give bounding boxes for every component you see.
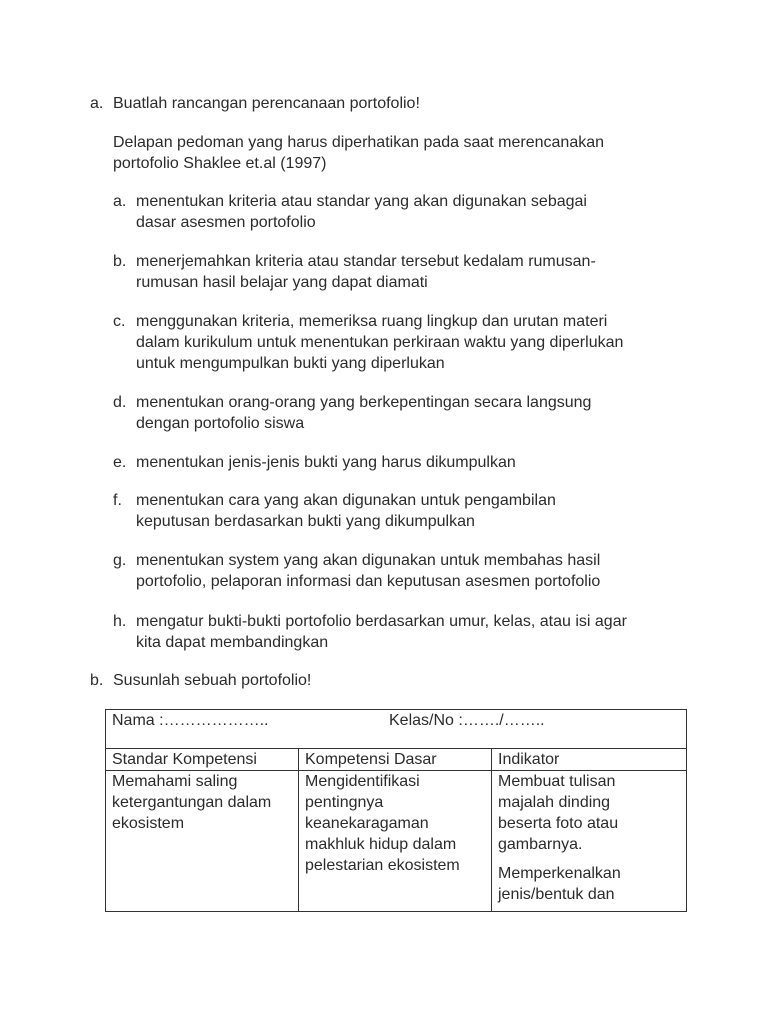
section-b-marker: b. <box>90 672 104 689</box>
table-row <box>106 771 687 912</box>
section-a-title: Buatlah rancangan perencanaan portofolio! <box>113 95 420 112</box>
item-marker: d. <box>113 394 127 411</box>
paragraph-gap <box>498 855 680 863</box>
item-line: kita dapat membandingkan <box>136 634 329 651</box>
section-a-marker: a. <box>90 95 104 112</box>
cell-line: Memperkenalkan <box>498 865 621 882</box>
cell-line: Membuat tulisan <box>498 773 616 790</box>
item-line: keputusan berdasarkan bukti yang dikumpulkan <box>136 513 475 530</box>
item-line: menentukan orang-orang yang berkepentingan secara langsung <box>136 394 592 411</box>
table-column-headers <box>106 749 687 771</box>
item-line: dengan portofolio siswa <box>136 415 305 432</box>
kompetensi-cell <box>299 771 492 912</box>
cell-line: beserta foto atau <box>498 815 619 832</box>
item-line: mengatur bukti-bukti portofolio berdasarkan umur, kelas, atau isi agar <box>136 613 627 630</box>
intro-line: portofolio Shaklee et.al (1997) <box>113 155 327 172</box>
intro-line: Delapan pedoman yang harus diperhatikan pada saat merencanakan <box>113 134 605 151</box>
item-marker: b. <box>113 253 127 270</box>
item-line: untuk mengumpulkan bukti yang diperlukan <box>136 355 445 372</box>
item-line: rumusan hasil belajar yang dapat diamati <box>136 274 428 291</box>
item-line: menentukan jenis-jenis bukti yang harus dikumpulkan <box>136 454 516 471</box>
cell-line: pentingnya <box>305 794 384 811</box>
cell-line: majalah dinding <box>498 794 611 811</box>
cell-line: ekosistem <box>112 815 185 832</box>
cell-line: jenis/bentuk dan <box>498 886 615 903</box>
item-line: dasar asesmen portofolio <box>136 214 316 231</box>
item-marker: e. <box>113 454 127 471</box>
cell-line: ketergantungan dalam <box>112 794 272 811</box>
item-line: menggunakan kriteria, memeriksa ruang lingkup dan urutan materi <box>136 313 608 330</box>
kelas-field: Kelas/No :……./…….. <box>389 712 545 729</box>
item-marker: c. <box>113 313 126 330</box>
item-marker: h. <box>113 613 127 630</box>
cell-line: makhluk hidup dalam <box>305 836 457 853</box>
item-line: menentukan system yang akan digunakan untuk membahas hasil <box>136 552 601 569</box>
cell-line: gambarnya. <box>498 836 583 853</box>
item-marker: f. <box>113 492 122 509</box>
identity-cell <box>106 710 687 749</box>
item-marker: g. <box>113 552 127 569</box>
column-header: Indikator <box>492 749 687 771</box>
section-b-title: Susunlah sebuah portofolio! <box>113 672 312 689</box>
cell-line: Memahami saling <box>112 773 238 790</box>
nama-field: Nama :……………….. <box>112 712 269 729</box>
table-header-row <box>106 710 687 749</box>
cell-line: Mengidentifikasi <box>305 773 420 790</box>
item-line: portofolio, pelaporan informasi dan keputusan asesmen portofolio <box>136 573 601 590</box>
column-header: Standar Kompetensi <box>106 749 299 771</box>
portfolio-table <box>105 709 687 912</box>
item-line: menerjemahkan kriteria atau standar tersebut kedalam rumusan- <box>136 253 596 270</box>
item-marker: a. <box>113 193 127 210</box>
indikator-cell <box>492 771 687 912</box>
item-line: menentukan kriteria atau standar yang akan digunakan sebagai <box>136 193 587 210</box>
cell-line: keanekaragaman <box>305 815 429 832</box>
item-line: dalam kurikulum untuk menentukan perkiraan waktu yang diperlukan <box>136 334 624 351</box>
cell-line: pelestarian ekosistem <box>305 857 460 874</box>
item-line: menentukan cara yang akan digunakan untuk pengambilan <box>136 492 556 509</box>
column-header: Kompetensi Dasar <box>299 749 492 771</box>
standar-cell <box>106 771 299 912</box>
